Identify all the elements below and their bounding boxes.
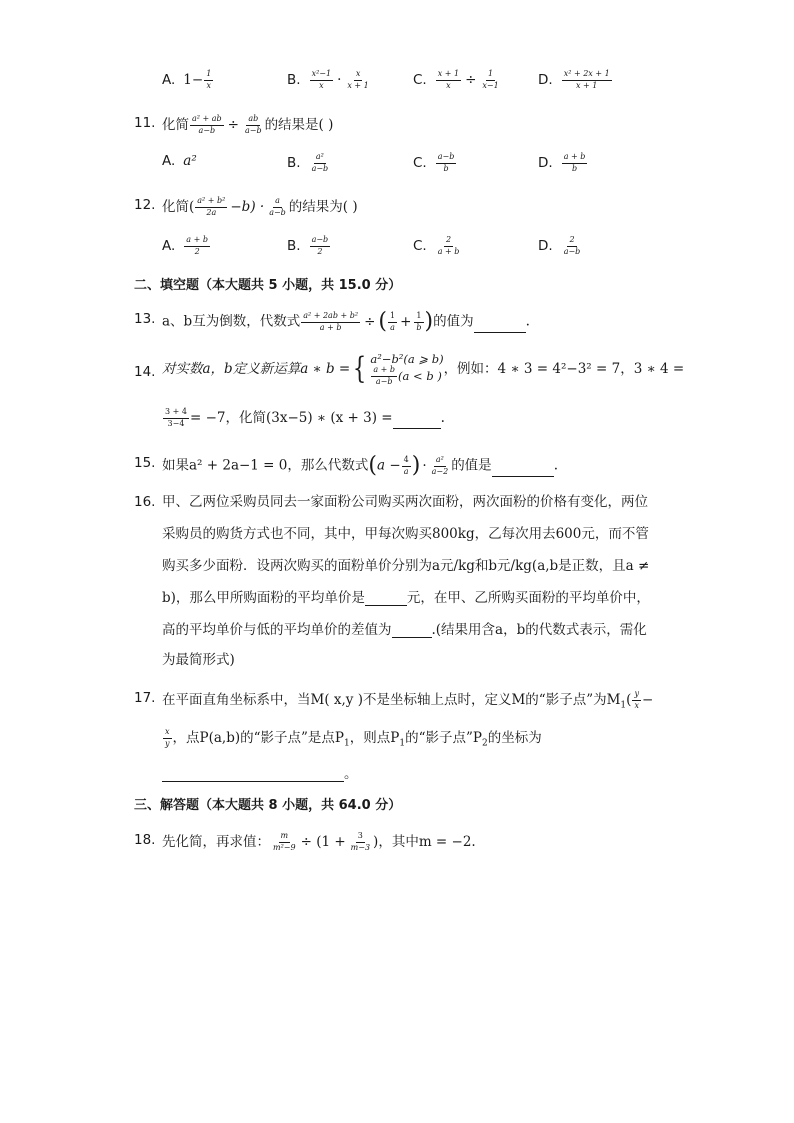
fraction: $\frac{x}{y}$	[165, 727, 170, 748]
fraction: $\frac{x}{x + 1}$	[347, 69, 369, 90]
option-letter: B.	[287, 72, 301, 89]
fraction: $\frac{a}{a-b}$	[269, 196, 286, 217]
fraction: $\frac{y}{x}$	[634, 689, 639, 710]
fraction: $\frac{1}{x-1}$	[482, 69, 499, 90]
fraction: $\frac{1}{x}$	[206, 69, 212, 90]
question-text: 化简 $\frac{\text{a² + ab}}{a-b}$ ÷ $\frac{ab}{a-b}$ 的结果是( )	[162, 114, 334, 135]
option-letter: C.	[413, 72, 427, 89]
answer-blank[interactable]	[393, 415, 441, 429]
fraction: $\frac{2}{a + b}$	[437, 235, 460, 256]
question-number: 18.	[134, 832, 156, 848]
q12-option-d: D. $\frac{2}{a-b}$	[538, 235, 581, 256]
question-text: 对实数a，b定义新运算a ∗ b = { a²−b²(a ⩾ b) $\frac{a + b}{a-b}$ (a < b ) ，例如：4 ∗ 3 = 4²−3² = 7，3 ∗ 4 =	[162, 351, 685, 387]
fraction: $\frac{a + b}{b}$	[563, 152, 586, 173]
option-text: 1−	[183, 72, 204, 89]
fraction: $\frac{1}{a}$	[389, 310, 396, 332]
answer-blank[interactable]	[492, 463, 554, 477]
question-text: 在平面直角坐标系中，当M( x,y )不是坐标轴上点时，定义M的“影子点”为$M_1$( $\frac{y}{x}$ −	[162, 689, 654, 711]
q10-option-a	[162, 70, 214, 91]
question-number: 12.	[134, 197, 156, 213]
question-number: 11.	[134, 115, 156, 131]
question-number: 14.	[134, 364, 156, 380]
option-letter: A.	[162, 72, 176, 89]
answer-blank[interactable]	[162, 768, 344, 782]
fraction: $\frac{\text{x² + 2x + 1}}{x + 1}$	[563, 69, 610, 90]
fraction: $\frac{\text{a²}}{a-b}$	[311, 152, 329, 173]
fraction: $\frac{m}{\text{m²−9}}$	[273, 831, 296, 852]
question-text: 甲、乙两位采购员同去一家面粉公司购买两次面粉，两次面粉的价格有变化，两位	[162, 494, 648, 510]
q12-option-a: A. $\frac{a + b}{2}$	[162, 235, 208, 256]
fraction: $\frac{3}{m-3}$	[350, 831, 371, 852]
fraction: $\frac{2}{a-b}$	[563, 235, 581, 256]
question-text: 如果a² + 2a−1 = 0，那么代数式(a − $\frac{4}{a}$ ) · $\frac{\text{a²}}{a-2}$ 的值是 .	[162, 453, 558, 478]
question-number: 15.	[134, 455, 156, 471]
q12-option-b: B. $\frac{a-b}{2}$	[287, 235, 329, 256]
fraction: $\frac{\text{a² + b²}}{2a}$	[197, 196, 226, 217]
fraction: $\frac{a + b}{a-b}$	[373, 365, 396, 387]
q10-option-d	[538, 70, 613, 91]
q10-option-c	[413, 70, 502, 91]
question-number: 16.	[134, 494, 156, 510]
q11-option-c: C. $\frac{a-b}{b}$	[413, 152, 455, 173]
question-text: 先化简，再求值： $\frac{m}{\text{m²−9}}$ ÷ (1 + $\frac{3}{m-3}$ )，其中m = −2.	[162, 831, 476, 852]
question-text: 高的平均单价与低的平均单价的差值为 .(结果用含a，b的代数式表示，需化	[162, 622, 647, 638]
option-letter: D.	[538, 72, 553, 89]
fraction: $\frac{ab}{a-b}$	[244, 114, 262, 135]
answer-blank[interactable]	[474, 319, 526, 333]
fraction: $\frac{1}{b}$	[416, 310, 422, 332]
question-text: 购买多少面粉．设两次购买的面粉单价分别为a元/kg和b元/kg(a,b是正数，且a ≠	[162, 558, 650, 574]
fraction: $\frac{4}{a}$	[403, 454, 409, 476]
section-title-solution: 三、解答题（本大题共 8 小题，共 64.0 分）	[134, 798, 402, 813]
question-text: 。	[162, 766, 358, 782]
q11-option-a: A. a²	[162, 153, 197, 169]
piecewise-definition: { a²−b²(a ⩾ b) $\frac{a + b}{a-b}$ (a < b )	[353, 351, 444, 387]
q12-option-c: C. $\frac{2}{a + b}$	[413, 235, 460, 256]
answer-blank[interactable]	[365, 592, 407, 606]
question-text: b)，那么甲所购面粉的平均单价是 元，在甲、乙所购买面粉的平均单价中，	[162, 590, 650, 606]
question-number: 17.	[134, 690, 156, 706]
question-text: $\frac{3 + 4}{3-4}$ = −7，化简(3x−5) ∗ (x + 3) = .	[165, 407, 445, 428]
question-text: 采购员的购货方式也不同，其中，甲每次购买800kg，乙每次用去600元，而不管	[162, 526, 649, 542]
q10-option-b	[287, 70, 372, 91]
answer-blank[interactable]	[392, 624, 432, 638]
operator: ÷	[465, 72, 477, 89]
fraction: $\frac{\text{a² + ab}}{a-b}$	[192, 114, 222, 135]
fraction: $\frac{x + 1}{x}$	[437, 69, 460, 90]
operator: ·	[337, 72, 342, 89]
question-text: 化简( $\frac{\text{a² + b²}}{2a}$ −b) · $\frac{a}{a-b}$ 的结果为( )	[162, 196, 358, 217]
q11-option-d: D. $\frac{a + b}{b}$	[538, 152, 586, 173]
fraction: $\frac{\text{a² + 2ab + b²}}{a + b}$	[303, 310, 359, 332]
fraction: $\frac{3 + 4}{3-4}$	[165, 407, 187, 428]
question-text: a、b互为倒数，代数式 $\frac{\text{a² + 2ab + b²}}{a + b}$ ÷ ( $\frac{1}{a}$ + $\frac{1}{b}$ )的值为 .	[162, 309, 530, 334]
q11-option-b: B. $\frac{\text{a²}}{a-b}$	[287, 152, 329, 173]
question-text: 为最简形式)	[162, 652, 235, 668]
fraction: $\frac{a + b}{2}$	[186, 235, 208, 256]
fraction: $\frac{a-b}{2}$	[311, 235, 329, 256]
question-number: 13.	[134, 311, 156, 327]
fraction: $\frac{\text{x²−1}}{x}$	[311, 69, 332, 90]
fraction: $\frac{\text{a²}}{a-2}$	[431, 454, 449, 476]
section-title-fill-in: 二、填空题（本大题共 5 小题，共 15.0 分）	[134, 278, 402, 293]
question-text: $\frac{x}{y}$ ，点P(a,b)的“影子点”是点$P_1$，则点$P_1$的“影子点$”P_2$的坐标为	[165, 727, 542, 749]
fraction: $\frac{a-b}{b}$	[437, 152, 455, 173]
